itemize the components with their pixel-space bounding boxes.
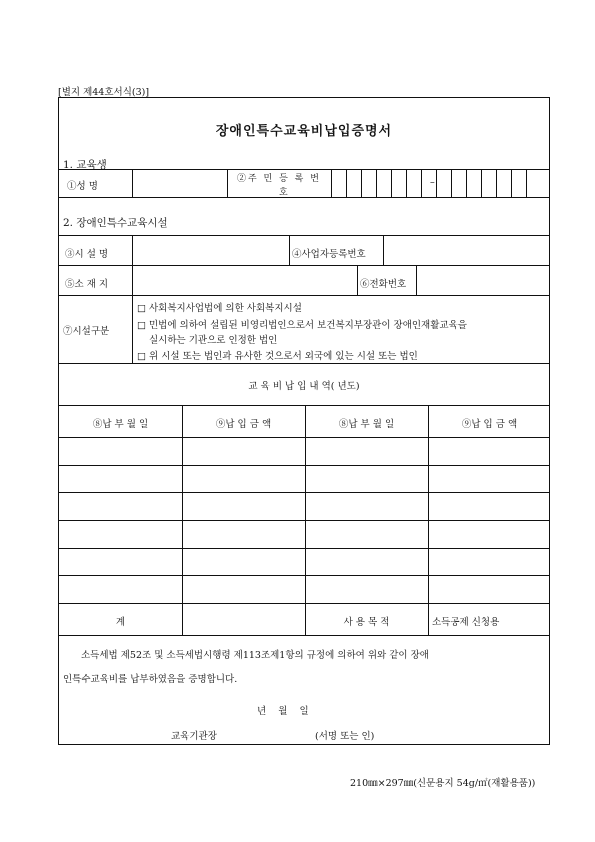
phone-label: ⑥전화번호 xyxy=(360,279,407,290)
total-label: 계 xyxy=(115,617,126,628)
name-label: ①성 명 xyxy=(67,181,98,192)
divider xyxy=(59,197,549,198)
category-option-nonprofit-cont: 실시하는 기관으로 인정한 법인 xyxy=(149,335,278,346)
category-option-foreign: □ 위 시설 또는 법인과 유사한 것으로서 외국에 있는 시설 또는 법인 xyxy=(137,351,418,362)
paper-spec: 210㎜×297㎜(신문용지 54g/㎡(재활용품)) xyxy=(350,778,536,789)
category-option-welfare: □ 사회복지사업법에 의한 사회복지시설 xyxy=(137,303,302,314)
category-option-nonprofit: □ 민법에 의하여 설립된 비영리법인으로서 보건복지부장관이 장애인재활교육을 xyxy=(137,320,467,331)
facility-name-label: ③시 설 명 xyxy=(65,249,109,260)
form-title: 장애인특수교육비납입증명서 xyxy=(215,124,393,139)
payment-heading: 교 육 비 납 입 내 역( 년도) xyxy=(248,381,360,392)
col-header-payment-amount: ⑨납 입 금 액 xyxy=(215,419,272,430)
institution-head-label: 교육기관장 xyxy=(171,731,217,742)
certificate-form xyxy=(58,97,550,745)
issue-date: 년 월 일 xyxy=(257,706,309,717)
purpose-label: 사 용 목 적 xyxy=(343,617,390,628)
rrn-label: ②주 민 등 록 번 xyxy=(237,174,321,184)
address-label: ⑤소 재 지 xyxy=(65,279,109,290)
col-header-payment-date: ⑧납 부 월 일 xyxy=(92,419,149,430)
col-header-payment-date: ⑧납 부 월 일 xyxy=(338,419,395,430)
purpose-value: 소득공제 신청용 xyxy=(432,617,500,628)
signature-label: (서명 또는 인) xyxy=(315,731,375,742)
section1-heading: 1. 교육생 xyxy=(63,159,107,171)
col-header-payment-amount: ⑨납 입 금 액 xyxy=(461,419,518,430)
category-label: ⑦시설구분 xyxy=(63,326,110,337)
certification-text: 소득세법 제52조 및 소득세법시행령 제113조제1항의 규정에 의하여 위와 같이 장애 xyxy=(81,650,429,661)
form-number: [별지 제44호서식(3)] xyxy=(58,87,150,98)
section2-heading: 2. 장애인특수교육시설 xyxy=(63,217,168,229)
certification-text-cont: 인특수교육비를 납부하였음을 증명합니다. xyxy=(63,674,238,685)
rrn-dash: – xyxy=(430,177,435,188)
business-no-label: ④사업자등록번호 xyxy=(292,249,366,260)
rrn-label-cont: 호 xyxy=(279,188,288,198)
